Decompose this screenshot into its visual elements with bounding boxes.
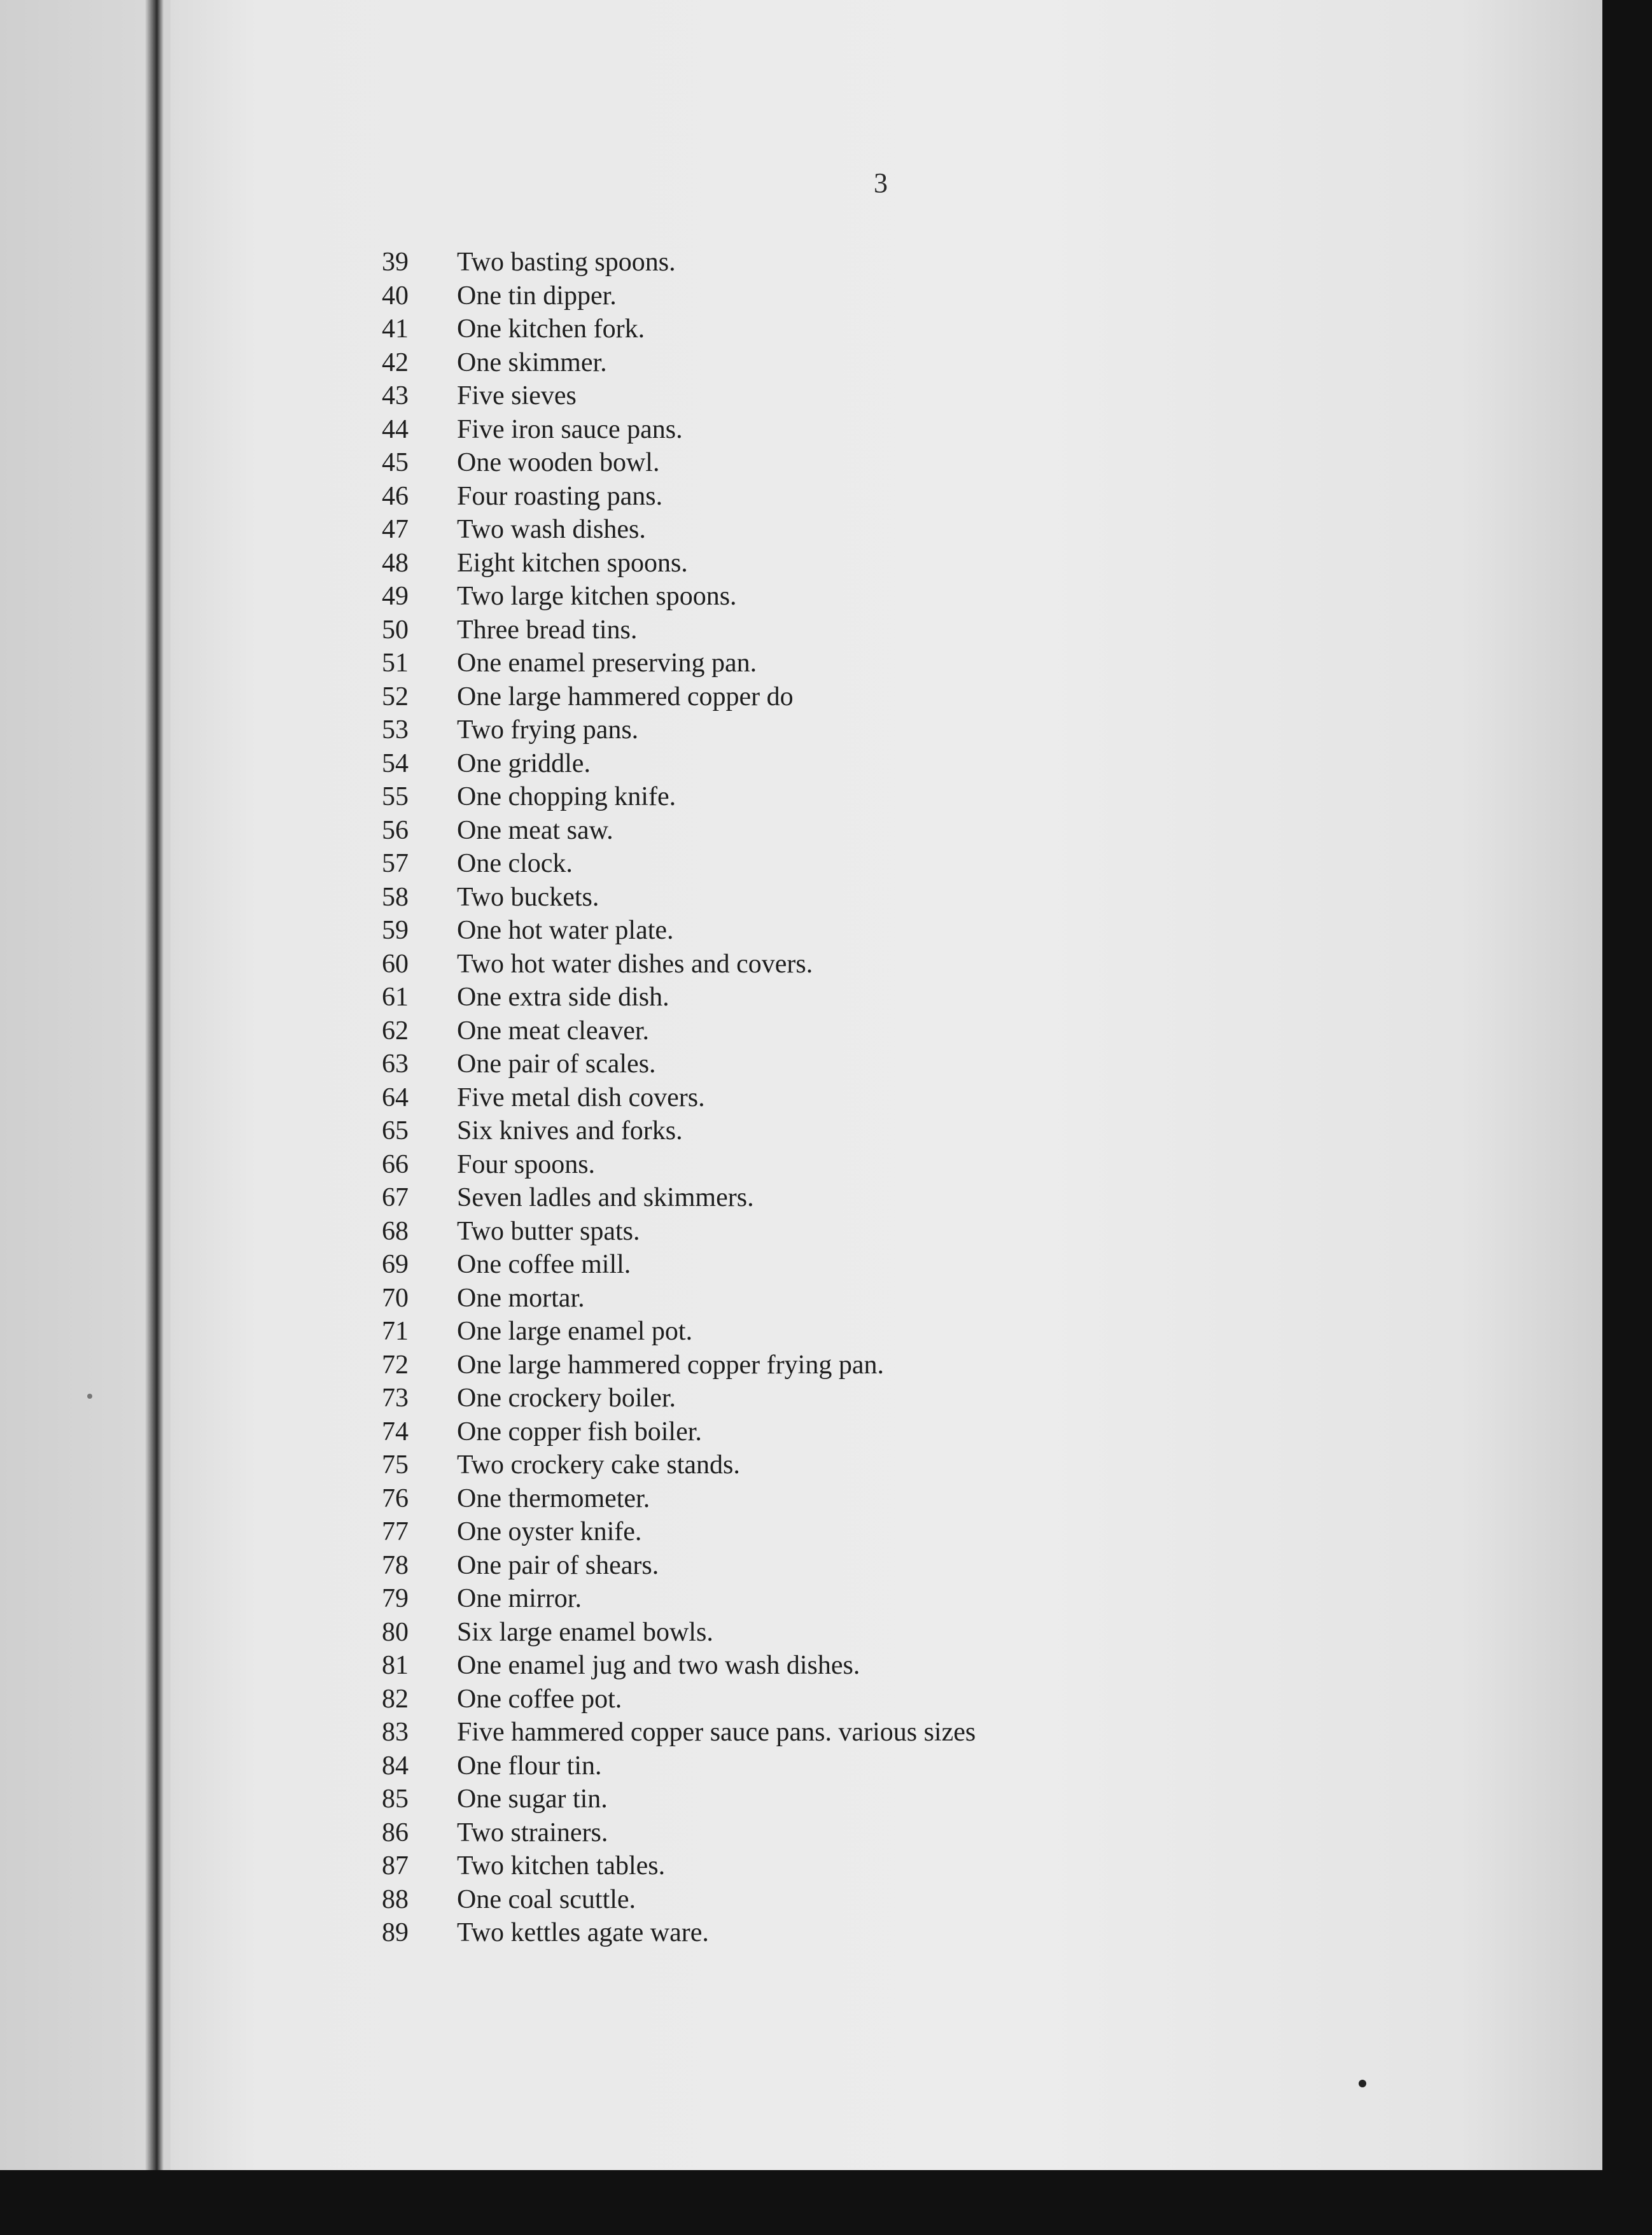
item-description: One pair of shears.	[457, 1550, 659, 1580]
item-number: 41	[382, 314, 409, 344]
item-number: 57	[382, 849, 409, 878]
list-item	[382, 1316, 1464, 1350]
item-number: 48	[382, 548, 409, 578]
list-item	[382, 848, 1464, 882]
item-number: 44	[382, 414, 409, 444]
item-number: 85	[382, 1784, 409, 1814]
list-item	[382, 1717, 1464, 1751]
item-description: Five sieves	[457, 381, 577, 410]
item-number: 43	[382, 381, 409, 410]
list-item	[382, 1617, 1464, 1651]
list-item	[382, 1751, 1464, 1784]
item-description: One coffee pot.	[457, 1684, 622, 1714]
list-item	[382, 1049, 1464, 1082]
list-item	[382, 615, 1464, 648]
item-description: One copper fish boiler.	[457, 1417, 702, 1447]
list-item	[382, 414, 1464, 448]
list-item	[382, 481, 1464, 515]
list-item	[382, 247, 1464, 281]
item-description: One large enamel pot.	[457, 1317, 693, 1346]
item-number: 55	[382, 782, 409, 811]
bottom-scan-border	[0, 2170, 1652, 2235]
list-item	[382, 1884, 1464, 1918]
item-number: 73	[382, 1384, 409, 1413]
item-description: Two strainers.	[457, 1818, 608, 1847]
list-item	[382, 1082, 1464, 1116]
item-number: 87	[382, 1851, 409, 1881]
item-description: Two buckets.	[457, 882, 599, 912]
item-number: 69	[382, 1250, 409, 1279]
item-description: One pair of scales.	[457, 1049, 656, 1079]
item-number: 70	[382, 1283, 409, 1313]
ink-speck	[87, 1394, 92, 1399]
item-description: Five iron sauce pans.	[457, 414, 683, 444]
item-description: One enamel jug and two wash dishes.	[457, 1651, 860, 1680]
item-description: One extra side dish.	[457, 983, 669, 1012]
item-number: 71	[382, 1317, 409, 1346]
page-number: 3	[874, 167, 888, 199]
item-description: One chopping knife.	[457, 782, 676, 811]
item-number: 64	[382, 1082, 409, 1112]
item-number: 83	[382, 1718, 409, 1747]
list-item	[382, 1016, 1464, 1049]
item-description: One skimmer.	[457, 347, 607, 377]
list-item	[382, 915, 1464, 949]
item-description: One wooden bowl.	[457, 448, 660, 477]
list-item	[382, 949, 1464, 983]
item-description: Two basting spoons.	[457, 248, 676, 277]
item-number: 79	[382, 1584, 409, 1613]
list-item	[382, 1216, 1464, 1250]
item-number: 88	[382, 1884, 409, 1914]
list-item	[382, 1917, 1464, 1951]
item-number: 46	[382, 481, 409, 511]
left-page-edge	[0, 0, 171, 2235]
item-number: 77	[382, 1517, 409, 1546]
item-description: One meat saw.	[457, 815, 613, 845]
item-description: One enamel preserving pan.	[457, 648, 757, 678]
item-description: Eight kitchen spoons.	[457, 548, 688, 578]
list-item	[382, 281, 1464, 314]
item-number: 82	[382, 1684, 409, 1714]
item-number: 65	[382, 1116, 409, 1146]
item-description: One flour tin.	[457, 1751, 602, 1781]
list-item	[382, 347, 1464, 381]
list-item	[382, 882, 1464, 916]
ink-speck	[1359, 2080, 1366, 2087]
item-number: 76	[382, 1483, 409, 1513]
item-description: Seven ladles and skimmers.	[457, 1183, 754, 1212]
item-description: Four spoons.	[457, 1149, 596, 1179]
list-item	[382, 1517, 1464, 1550]
item-description: Six large enamel bowls.	[457, 1617, 713, 1647]
list-item	[382, 648, 1464, 682]
item-number: 39	[382, 248, 409, 277]
item-description: One oyster knife.	[457, 1517, 642, 1546]
item-description: One tin dipper.	[457, 281, 617, 311]
item-number: 75	[382, 1450, 409, 1480]
list-item	[382, 1149, 1464, 1183]
list-item	[382, 514, 1464, 548]
item-description: Three bread tins.	[457, 615, 638, 645]
item-description: One hot water plate.	[457, 916, 674, 945]
item-description: One griddle.	[457, 748, 591, 778]
item-description: Five hammered copper sauce pans. various sizes	[457, 1718, 976, 1747]
list-item	[382, 982, 1464, 1016]
item-number: 61	[382, 983, 409, 1012]
item-description: One large hammered copper frying pan.	[457, 1350, 884, 1380]
item-description: Two hot water dishes and covers.	[457, 949, 813, 979]
item-description: One sugar tin.	[457, 1784, 608, 1814]
item-number: 42	[382, 347, 409, 377]
right-scan-border	[1602, 0, 1652, 2235]
item-description: One coal scuttle.	[457, 1884, 636, 1914]
item-description: Two large kitchen spoons.	[457, 582, 737, 611]
list-item	[382, 715, 1464, 748]
item-number: 63	[382, 1049, 409, 1079]
item-description: Two wash dishes.	[457, 515, 646, 544]
item-number: 53	[382, 715, 409, 745]
item-description: Five metal dish covers.	[457, 1082, 705, 1112]
list-item	[382, 381, 1464, 414]
list-item	[382, 581, 1464, 615]
item-number: 86	[382, 1818, 409, 1847]
item-number: 66	[382, 1149, 409, 1179]
item-description: Two butter spats.	[457, 1216, 640, 1246]
item-description: One mirror.	[457, 1584, 582, 1613]
item-number: 56	[382, 815, 409, 845]
list-item	[382, 1583, 1464, 1617]
item-number: 49	[382, 582, 409, 611]
list-item	[382, 1350, 1464, 1384]
list-item	[382, 1116, 1464, 1149]
item-description: One crockery boiler.	[457, 1384, 676, 1413]
item-number: 47	[382, 515, 409, 544]
item-description: One kitchen fork.	[457, 314, 645, 344]
item-description: Two kettles agate ware.	[457, 1918, 709, 1947]
list-item	[382, 1417, 1464, 1450]
list-item	[382, 1784, 1464, 1818]
item-description: One large hammered copper do	[457, 682, 794, 711]
item-number: 50	[382, 615, 409, 645]
item-number: 40	[382, 281, 409, 311]
item-number: 58	[382, 882, 409, 912]
list-item	[382, 815, 1464, 849]
item-description: Two frying pans.	[457, 715, 639, 745]
item-number: 68	[382, 1216, 409, 1246]
item-number: 60	[382, 949, 409, 979]
item-number: 45	[382, 448, 409, 477]
list-item	[382, 748, 1464, 782]
item-number: 51	[382, 648, 409, 678]
list-item	[382, 314, 1464, 347]
list-item	[382, 1182, 1464, 1216]
item-number: 62	[382, 1016, 409, 1046]
item-description: One thermometer.	[457, 1483, 650, 1513]
item-number: 80	[382, 1617, 409, 1647]
list-item	[382, 781, 1464, 815]
item-description: Two crockery cake stands.	[457, 1450, 740, 1480]
item-number: 78	[382, 1550, 409, 1580]
item-number: 52	[382, 682, 409, 711]
list-item	[382, 548, 1464, 582]
item-number: 81	[382, 1651, 409, 1680]
inventory-list	[382, 247, 1464, 1951]
item-number: 74	[382, 1417, 409, 1447]
item-description: One mortar.	[457, 1283, 585, 1313]
list-item	[382, 1283, 1464, 1317]
item-description: Two kitchen tables.	[457, 1851, 666, 1881]
item-number: 89	[382, 1918, 409, 1947]
item-description: One clock.	[457, 849, 573, 878]
item-number: 59	[382, 916, 409, 945]
item-description: One meat cleaver.	[457, 1016, 649, 1046]
list-item	[382, 1851, 1464, 1884]
list-item	[382, 1249, 1464, 1283]
list-item	[382, 1650, 1464, 1684]
list-item	[382, 1450, 1464, 1483]
list-item	[382, 447, 1464, 481]
item-number: 72	[382, 1350, 409, 1380]
list-item	[382, 682, 1464, 715]
item-number: 67	[382, 1183, 409, 1212]
list-item	[382, 1550, 1464, 1584]
list-item	[382, 1383, 1464, 1417]
item-description: Six knives and forks.	[457, 1116, 683, 1146]
item-number: 84	[382, 1751, 409, 1781]
item-description: Four roasting pans.	[457, 481, 663, 511]
item-number: 54	[382, 748, 409, 778]
list-item	[382, 1684, 1464, 1718]
list-item	[382, 1483, 1464, 1517]
item-description: One coffee mill.	[457, 1250, 631, 1279]
list-item	[382, 1818, 1464, 1851]
